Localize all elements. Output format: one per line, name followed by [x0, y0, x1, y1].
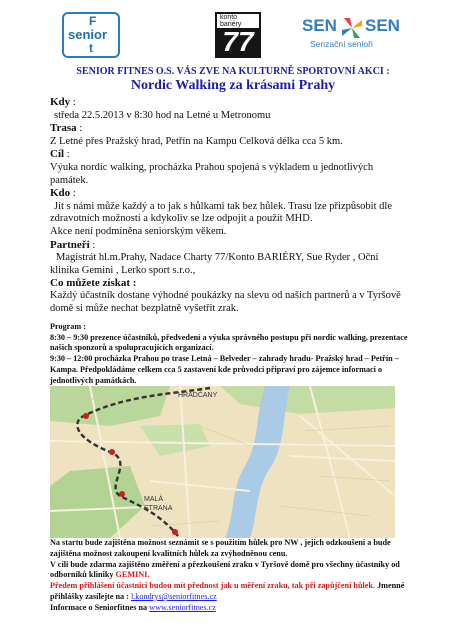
bariery-text: bariéry — [220, 21, 242, 28]
map-label-mala: MALÁ — [144, 496, 164, 503]
logo-word-senior: senior — [68, 27, 108, 42]
kdo-label: Kdo — [50, 187, 71, 200]
konto-bariery-logo — [215, 12, 261, 58]
map-label-strana: STRANA — [144, 505, 173, 512]
kdo-text: Jít s námi může každý a to jak s hůlkami tak bez hůlek. Trasu lze přizpůsobit dle zdravotních možností a kdykoliv se lze odpojit a použít MHD. — [50, 200, 392, 225]
footer-eye-test — [50, 560, 412, 582]
gemini-clinic: GEMINI. — [115, 570, 150, 580]
invite-heading: SENIOR FITNES O.S. VÁS ZVE NA KULTURNĚ SPORTOVNÍ AKCI : — [76, 66, 390, 77]
footer-info — [50, 538, 412, 614]
logo-letter-f: F — [89, 14, 97, 28]
konto-number: 77 — [222, 26, 254, 57]
ziskat-label: Co můžete získat : — [50, 277, 137, 290]
footer-info-line — [50, 603, 412, 614]
route-map — [50, 386, 395, 538]
trasa-label: Trasa — [50, 122, 77, 135]
sensen-right: SEN — [365, 16, 400, 35]
sensen-logo — [302, 16, 412, 60]
partneri-text: Magistrát hl.m.Prahy, Nadace Charty 77/Konto BARIÉRY, Sue Ryder , Oční klinika Gemini , Lerko sport s.r.o., — [50, 252, 379, 276]
logo-letter-t: t — [89, 41, 93, 55]
cil-label: Cíl — [50, 148, 65, 161]
partneri-label: Partneři — [50, 238, 90, 251]
website-link[interactable]: www.seniorfitnes.cz — [149, 602, 216, 612]
program-item-2: 9:30 – 12:00 procházka Prahou po trase Letná – Belveder – zahrady hradu- Pražský hrad – Petřín – Kampa. Předpokládáme celkem cca 5 zastavení kde průvodci připraví pro zájemce informaci o jednotlivých památkách. — [50, 354, 399, 385]
trasa-text: Z Letné přes Pražský hrad, Petřín na Kampu Celková délka cca 5 km. — [50, 135, 343, 147]
route-map-graphic — [50, 386, 395, 538]
info-text: Informace o Seniorfitnes na — [50, 602, 150, 612]
sensen-left: SEN — [302, 16, 337, 35]
sensen-tagline: Senzační senioři — [310, 39, 373, 49]
page-title: Nordic Walking za krásami Prahy — [130, 78, 336, 93]
event-details: Kdy : středa 22.5.2013 v 8:30 hod na Letné u Metronomu Trasa : Z Letné přes Pražský hrad, Petřín na Kampu Celková délka cca 5 km. Cíl : Výuka nordic walking, procházka Prahou spojená s výkladem u jednotlivých památek. Kdo : Jít s námi může každý a to jak s hůlkami tak bez hůlek. Trasu lze přizpůsobit dle zdravotních možností a kdykoliv se lze odpojit a použít MHD. Akce není podmíněna seniorským věkem. Partneři : Magistrát hl.m.Prahy, Nadace Charty 77/Konto BARIÉRY, Sue Ryder , Oční klinika Gemini , Lerko sport s.r.o., Co můžete získat : Každý účastník dostane výhodné poukázky na slevu od našich partnerů a v Tyršově domě si může nechat bezplatně vyšetřit zrak. — [50, 96, 410, 315]
konto-text: konto — [220, 14, 238, 21]
cil-text: Výuka nordic walking, procházka Prahou spojená s výkladem u jednotlivých památek. — [50, 161, 374, 186]
program-label: Program : — [50, 322, 86, 331]
footer-eye-text: V cíli bude zdarma zajištěno změření a přezkoušení zraku v Tyršově domě pro všechny účastníky od odborníků kliniky — [50, 559, 400, 580]
ziskat-text: Každý účastník dostane výhodné poukázky na slevu od našich partnerů a v Tyršově domě si může nechat bezplatně vyšetřit zrak. — [50, 289, 401, 314]
footer-poles-text: Na startu bude zajištěna možnost seznámit se s použitím hůlek pro NW , jejich odzkoušení a bude zajištěna možnost zakoupení kvalitních hůlek za zvýhodněnou cenu. — [50, 538, 391, 558]
program-item-1: 8:30 – 9:30 prezence účastníků, předvedení a výuka správného postupu při nordic walking, prezentace našich sponzorů a spolupracujících organizací. — [50, 332, 408, 353]
footer-signup — [50, 581, 412, 603]
signup-email-link[interactable]: l.kondrys@seniorfitnes.cz — [130, 591, 217, 601]
kdy-label: Kdy — [50, 96, 71, 108]
priority-notice: Předem přihlášení účastníci budou mít přednost jak u měření zraku, tak při zapůjčení hůlek. — [50, 581, 376, 591]
sensen-star-icon — [340, 16, 364, 40]
signup-text: Jmenné přihlášky zasílejte na : — [50, 581, 405, 601]
kdy-text: středa 22.5.2013 v 8:30 hod na Letné u Metronomu — [54, 109, 271, 121]
kdo-age-text: Akce není podmíněna seniorským věkem. — [50, 225, 227, 237]
map-label-hradcany: HRADČANY — [178, 392, 218, 399]
senior-fitnes-logo — [62, 12, 120, 58]
